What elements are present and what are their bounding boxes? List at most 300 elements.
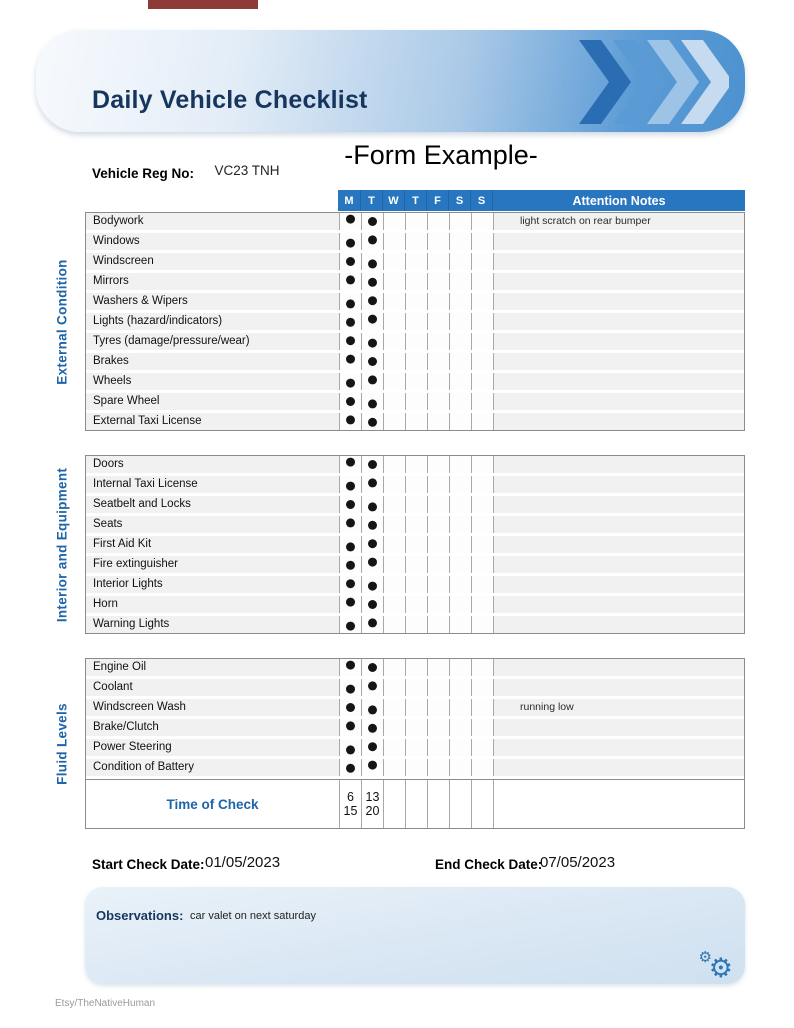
time-of-check-cell[interactable]: [427, 780, 449, 828]
attention-note-cell[interactable]: [493, 679, 744, 696]
time-of-check-cell[interactable]: [383, 780, 405, 828]
day-check-cell[interactable]: [427, 273, 449, 290]
day-check-cell[interactable]: [427, 536, 449, 553]
day-check-cell[interactable]: [427, 413, 449, 430]
time-of-check-cell[interactable]: [339, 780, 361, 828]
day-check-cell[interactable]: [471, 273, 493, 290]
check-dot: [346, 703, 355, 712]
row-item-label: Seatbelt and Locks: [86, 496, 339, 513]
attention-note-cell[interactable]: [493, 596, 744, 613]
day-check-cell[interactable]: [339, 213, 361, 230]
day-check-cell[interactable]: [449, 759, 471, 776]
day-check-cell[interactable]: [427, 456, 449, 473]
row-item-label: Seats: [86, 516, 339, 533]
attention-note-cell[interactable]: [493, 456, 744, 473]
day-check-cell[interactable]: [383, 596, 405, 613]
day-check-cell[interactable]: [361, 273, 383, 290]
day-check-cell[interactable]: [471, 393, 493, 410]
check-dot: [346, 579, 355, 588]
day-check-cell[interactable]: [405, 413, 427, 430]
day-header-6: S: [448, 190, 470, 211]
check-dot: [346, 215, 355, 224]
row-item-label: Internal Taxi License: [86, 476, 339, 493]
day-check-cell[interactable]: [427, 679, 449, 696]
checklist-row: [86, 413, 744, 430]
day-check-cell[interactable]: [449, 393, 471, 410]
day-check-cell[interactable]: [361, 616, 383, 633]
day-check-cell[interactable]: [339, 313, 361, 330]
day-check-cell[interactable]: [427, 476, 449, 493]
day-check-cell[interactable]: [471, 413, 493, 430]
day-check-cell[interactable]: [361, 576, 383, 593]
day-check-cell[interactable]: [471, 476, 493, 493]
day-check-cell[interactable]: [383, 516, 405, 533]
day-check-cell[interactable]: [405, 213, 427, 230]
attention-note-cell[interactable]: light scratch on rear bumper: [493, 213, 744, 230]
check-dot: [346, 239, 355, 248]
day-check-cell[interactable]: [339, 233, 361, 250]
day-check-cell[interactable]: [361, 373, 383, 390]
day-check-cell[interactable]: [361, 699, 383, 716]
day-check-cell[interactable]: [405, 456, 427, 473]
day-header-5: F: [426, 190, 448, 211]
day-check-cell[interactable]: [471, 333, 493, 350]
day-check-cell[interactable]: [405, 496, 427, 513]
day-check-cell[interactable]: [339, 476, 361, 493]
check-dot: [346, 318, 355, 327]
day-check-cell[interactable]: [449, 556, 471, 573]
time-of-check-notes-cell[interactable]: [493, 780, 744, 828]
attention-note-cell[interactable]: [493, 413, 744, 430]
day-check-cell[interactable]: [339, 253, 361, 270]
day-check-cell[interactable]: [449, 476, 471, 493]
day-check-cell[interactable]: [471, 616, 493, 633]
day-check-cell[interactable]: [471, 719, 493, 736]
checklist-row: [86, 496, 744, 513]
day-check-cell[interactable]: [449, 596, 471, 613]
top-crop-bar: [148, 0, 258, 9]
day-check-cell[interactable]: [471, 576, 493, 593]
day-check-cell[interactable]: [405, 476, 427, 493]
section-external-condition: [54, 212, 745, 431]
check-dot: [346, 275, 355, 284]
row-item-label: Doors: [86, 456, 339, 473]
day-check-cell[interactable]: [427, 719, 449, 736]
day-check-cell[interactable]: [449, 739, 471, 756]
row-item-label: Brake/Clutch: [86, 719, 339, 736]
day-check-cell[interactable]: [361, 293, 383, 310]
row-item-label: Engine Oil: [86, 659, 339, 676]
day-check-cell[interactable]: [449, 273, 471, 290]
day-check-cell[interactable]: [427, 516, 449, 533]
day-check-cell[interactable]: [405, 719, 427, 736]
attention-note-cell[interactable]: [493, 253, 744, 270]
time-value-line: 13: [365, 789, 380, 804]
attention-note-cell[interactable]: [493, 719, 744, 736]
check-dot: [368, 259, 377, 268]
day-check-cell[interactable]: [339, 719, 361, 736]
day-check-cell[interactable]: [427, 596, 449, 613]
time-of-check-cell[interactable]: [361, 780, 383, 828]
day-check-cell[interactable]: [449, 373, 471, 390]
day-check-cell[interactable]: [339, 496, 361, 513]
day-check-cell[interactable]: [449, 719, 471, 736]
attention-note-cell[interactable]: [493, 556, 744, 573]
row-item-label: First Aid Kit: [86, 536, 339, 553]
day-check-cell[interactable]: [361, 556, 383, 573]
check-dot: [368, 618, 377, 627]
day-check-cell[interactable]: [471, 496, 493, 513]
check-dot: [368, 235, 377, 244]
row-item-label: Horn: [86, 596, 339, 613]
chevrons-icon: [579, 40, 729, 124]
day-check-cell[interactable]: [471, 536, 493, 553]
day-check-cell[interactable]: [361, 596, 383, 613]
day-check-cell[interactable]: [427, 556, 449, 573]
day-check-cell[interactable]: [361, 413, 383, 430]
check-dot: [346, 622, 355, 631]
day-check-cell[interactable]: [361, 759, 383, 776]
attention-note-cell[interactable]: [493, 333, 744, 350]
gear-small-icon: ⚙: [698, 949, 712, 966]
day-check-cell[interactable]: [361, 213, 383, 230]
day-check-cell[interactable]: [339, 516, 361, 533]
vehicle-reg-value[interactable]: VC23 TNH: [214, 163, 280, 178]
day-check-cell[interactable]: [471, 556, 493, 573]
day-check-cell[interactable]: [449, 616, 471, 633]
day-check-cell[interactable]: [427, 739, 449, 756]
day-check-cell[interactable]: [449, 253, 471, 270]
day-check-cell[interactable]: [405, 273, 427, 290]
day-check-cell[interactable]: [427, 353, 449, 370]
day-check-cell[interactable]: [405, 739, 427, 756]
observations-value[interactable]: car valet on next saturday: [190, 910, 316, 922]
day-check-cell[interactable]: [361, 313, 383, 330]
row-item-label: Mirrors: [86, 273, 339, 290]
checklist-row: [86, 556, 744, 573]
row-item-label: Bodywork: [86, 213, 339, 230]
day-check-cell[interactable]: [449, 679, 471, 696]
day-check-cell[interactable]: [449, 213, 471, 230]
time-value-line: 6: [347, 789, 354, 804]
day-check-cell[interactable]: [383, 536, 405, 553]
day-check-cell[interactable]: [383, 353, 405, 370]
checklist-row: [86, 476, 744, 493]
day-check-cell[interactable]: [427, 373, 449, 390]
day-check-cell[interactable]: [383, 293, 405, 310]
day-check-cell[interactable]: [383, 759, 405, 776]
check-dot: [368, 217, 377, 226]
day-check-cell[interactable]: [471, 313, 493, 330]
check-dot: [368, 399, 377, 408]
day-check-cell[interactable]: [449, 536, 471, 553]
day-check-cell[interactable]: [361, 253, 383, 270]
day-check-cell[interactable]: [361, 719, 383, 736]
gear-big-icon: ⚙: [708, 953, 733, 983]
day-check-cell[interactable]: [405, 353, 427, 370]
attention-note-cell[interactable]: [493, 759, 744, 776]
day-check-cell[interactable]: [405, 679, 427, 696]
day-check-cell[interactable]: [427, 576, 449, 593]
check-dot: [346, 458, 355, 467]
day-check-cell[interactable]: [427, 659, 449, 676]
day-check-cell[interactable]: [383, 576, 405, 593]
row-item-label: Coolant: [86, 679, 339, 696]
day-check-cell[interactable]: [383, 496, 405, 513]
check-dot: [368, 558, 377, 567]
checklist-row: [86, 293, 744, 310]
day-check-cell[interactable]: [449, 353, 471, 370]
check-dot: [346, 500, 355, 509]
day-check-cell[interactable]: [339, 373, 361, 390]
day-check-cell[interactable]: [383, 393, 405, 410]
day-check-cell[interactable]: [427, 393, 449, 410]
day-check-cell[interactable]: [471, 373, 493, 390]
checklist-row: [86, 393, 744, 410]
attention-note-cell[interactable]: [493, 576, 744, 593]
day-check-cell[interactable]: [427, 293, 449, 310]
checklist-row: [86, 576, 744, 593]
day-check-cell[interactable]: [405, 253, 427, 270]
day-check-cell[interactable]: [339, 616, 361, 633]
day-check-cell[interactable]: [383, 616, 405, 633]
attention-notes-header: Attention Notes: [492, 190, 745, 211]
day-check-cell[interactable]: [405, 616, 427, 633]
day-check-cell[interactable]: [339, 353, 361, 370]
day-check-cell[interactable]: [405, 576, 427, 593]
row-item-label: Condition of Battery: [86, 759, 339, 776]
day-check-cell[interactable]: [449, 333, 471, 350]
day-check-cell[interactable]: [471, 233, 493, 250]
row-item-label: Interior Lights: [86, 576, 339, 593]
day-check-cell[interactable]: [471, 659, 493, 676]
day-check-cell[interactable]: [361, 496, 383, 513]
day-check-cell[interactable]: [427, 616, 449, 633]
check-dot: [368, 339, 377, 348]
day-check-cell[interactable]: [405, 596, 427, 613]
day-check-cell[interactable]: [405, 659, 427, 676]
day-check-cell[interactable]: [361, 739, 383, 756]
day-check-cell[interactable]: [339, 456, 361, 473]
check-dot: [346, 598, 355, 607]
day-check-cell[interactable]: [405, 333, 427, 350]
checklist-row: [86, 616, 744, 633]
day-check-cell[interactable]: [383, 213, 405, 230]
row-item-label: Lights (hazard/indicators): [86, 313, 339, 330]
day-check-cell[interactable]: [405, 313, 427, 330]
attention-note-cell[interactable]: [493, 273, 744, 290]
day-check-cell[interactable]: [361, 233, 383, 250]
section-interior-and-equipment: [54, 455, 745, 634]
day-check-cell[interactable]: [383, 699, 405, 716]
day-check-cell[interactable]: [339, 273, 361, 290]
check-dot: [368, 539, 377, 548]
day-check-cell[interactable]: [405, 699, 427, 716]
day-check-cell[interactable]: [427, 496, 449, 513]
day-check-cell[interactable]: [383, 253, 405, 270]
check-dot: [346, 745, 355, 754]
day-check-cell[interactable]: [449, 413, 471, 430]
day-check-cell[interactable]: [427, 313, 449, 330]
day-check-cell[interactable]: [361, 679, 383, 696]
form-head: [0, 132, 794, 190]
day-check-cell[interactable]: [471, 679, 493, 696]
attention-note-cell[interactable]: running low: [493, 699, 744, 716]
row-item-label: Brakes: [86, 353, 339, 370]
day-check-cell[interactable]: [427, 699, 449, 716]
attention-note-cell[interactable]: [493, 373, 744, 390]
day-check-cell[interactable]: [339, 393, 361, 410]
attention-note-cell[interactable]: [493, 739, 744, 756]
day-check-cell[interactable]: [339, 536, 361, 553]
day-check-cell[interactable]: [383, 556, 405, 573]
time-of-check-cell[interactable]: [471, 780, 493, 828]
day-check-cell[interactable]: [383, 413, 405, 430]
day-check-cell[interactable]: [471, 213, 493, 230]
row-item-label: Windscreen: [86, 253, 339, 270]
day-check-cell[interactable]: [383, 719, 405, 736]
check-dot: [368, 478, 377, 487]
check-dot: [346, 355, 355, 364]
day-check-cell[interactable]: [405, 373, 427, 390]
gear-icon: [689, 942, 733, 982]
day-check-cell[interactable]: [471, 253, 493, 270]
checklist-row: [86, 456, 744, 473]
check-dot: [368, 418, 377, 427]
day-check-cell[interactable]: [339, 699, 361, 716]
day-check-cell[interactable]: [471, 516, 493, 533]
attention-note-cell[interactable]: [493, 516, 744, 533]
day-check-cell[interactable]: [339, 333, 361, 350]
day-check-cell[interactable]: [427, 253, 449, 270]
day-check-cell[interactable]: [361, 456, 383, 473]
day-check-cell[interactable]: [339, 576, 361, 593]
day-check-cell[interactable]: [339, 413, 361, 430]
day-check-cell[interactable]: [383, 333, 405, 350]
day-check-cell[interactable]: [339, 759, 361, 776]
day-check-cell[interactable]: [427, 213, 449, 230]
form-example-heading: -Form Example-: [344, 140, 538, 170]
day-check-cell[interactable]: [449, 699, 471, 716]
checklist-row: [86, 373, 744, 390]
day-check-cell[interactable]: [339, 596, 361, 613]
day-check-cell[interactable]: [471, 353, 493, 370]
day-check-cell[interactable]: [405, 393, 427, 410]
day-check-cell[interactable]: [383, 476, 405, 493]
section-label: Fluid Levels: [54, 702, 70, 785]
time-of-check-cell[interactable]: [449, 780, 471, 828]
attention-note-cell[interactable]: [493, 293, 744, 310]
row-item-label: External Taxi License: [86, 413, 339, 430]
day-check-cell[interactable]: [427, 759, 449, 776]
checklist-row: [86, 253, 744, 270]
day-check-cell[interactable]: [471, 739, 493, 756]
day-check-cell[interactable]: [339, 679, 361, 696]
start-check-date-value[interactable]: 01/05/2023: [205, 854, 281, 871]
attention-note-cell[interactable]: [493, 393, 744, 410]
day-check-cell[interactable]: [471, 759, 493, 776]
observations-label: Observations:: [96, 908, 184, 923]
day-check-cell[interactable]: [427, 233, 449, 250]
end-check-date-value[interactable]: 07/05/2023: [540, 854, 616, 871]
day-check-cell[interactable]: [339, 556, 361, 573]
day-check-cell[interactable]: [383, 273, 405, 290]
day-check-cell[interactable]: [383, 679, 405, 696]
check-dot: [368, 460, 377, 469]
day-check-cell[interactable]: [361, 333, 383, 350]
day-check-cell[interactable]: [471, 699, 493, 716]
table-header-row: [85, 190, 745, 211]
day-header-1: M: [338, 190, 360, 211]
checklist-row: [86, 353, 744, 370]
checklist-row: [86, 719, 744, 736]
check-dot: [368, 502, 377, 511]
day-check-cell[interactable]: [405, 536, 427, 553]
attention-note-cell[interactable]: [493, 353, 744, 370]
header-blank-cell: [85, 190, 338, 211]
checklist-table: [54, 190, 745, 829]
day-check-cell[interactable]: [449, 516, 471, 533]
attention-note-cell[interactable]: [493, 313, 744, 330]
day-check-cell[interactable]: [427, 333, 449, 350]
day-check-cell[interactable]: [383, 456, 405, 473]
day-check-cell[interactable]: [449, 496, 471, 513]
day-check-cell[interactable]: [383, 659, 405, 676]
day-check-cell[interactable]: [449, 659, 471, 676]
day-check-cell[interactable]: [449, 313, 471, 330]
attention-note-cell[interactable]: [493, 476, 744, 493]
attention-note-cell[interactable]: [493, 659, 744, 676]
check-dot: [346, 518, 355, 527]
row-item-label: Wheels: [86, 373, 339, 390]
day-check-cell[interactable]: [383, 233, 405, 250]
day-check-cell[interactable]: [405, 293, 427, 310]
dates-row: [92, 853, 745, 877]
attention-note-cell[interactable]: [493, 233, 744, 250]
day-check-cell[interactable]: [361, 516, 383, 533]
day-check-cell[interactable]: [449, 456, 471, 473]
day-check-cell[interactable]: [361, 393, 383, 410]
day-check-cell[interactable]: [361, 353, 383, 370]
day-check-cell[interactable]: [405, 556, 427, 573]
day-check-cell[interactable]: [339, 293, 361, 310]
row-item-label: Washers & Wipers: [86, 293, 339, 310]
day-check-cell[interactable]: [449, 576, 471, 593]
attention-note-cell[interactable]: [493, 536, 744, 553]
day-check-cell[interactable]: [339, 659, 361, 676]
day-check-cell[interactable]: [339, 739, 361, 756]
day-check-cell[interactable]: [383, 373, 405, 390]
row-item-label: Windscreen Wash: [86, 699, 339, 716]
day-check-cell[interactable]: [383, 739, 405, 756]
day-check-cell[interactable]: [449, 293, 471, 310]
attention-note-cell[interactable]: [493, 616, 744, 633]
day-check-cell[interactable]: [449, 233, 471, 250]
attention-note-cell[interactable]: [493, 496, 744, 513]
day-check-cell[interactable]: [405, 233, 427, 250]
day-check-cell[interactable]: [383, 313, 405, 330]
day-check-cell[interactable]: [405, 516, 427, 533]
day-check-cell[interactable]: [361, 536, 383, 553]
time-of-check-cell[interactable]: [405, 780, 427, 828]
day-check-cell[interactable]: [361, 659, 383, 676]
day-check-cell[interactable]: [361, 476, 383, 493]
day-check-cell[interactable]: [471, 596, 493, 613]
day-check-cell[interactable]: [471, 293, 493, 310]
day-check-cell[interactable]: [471, 456, 493, 473]
time-value-line: 20: [365, 804, 380, 818]
day-check-cell[interactable]: [405, 759, 427, 776]
